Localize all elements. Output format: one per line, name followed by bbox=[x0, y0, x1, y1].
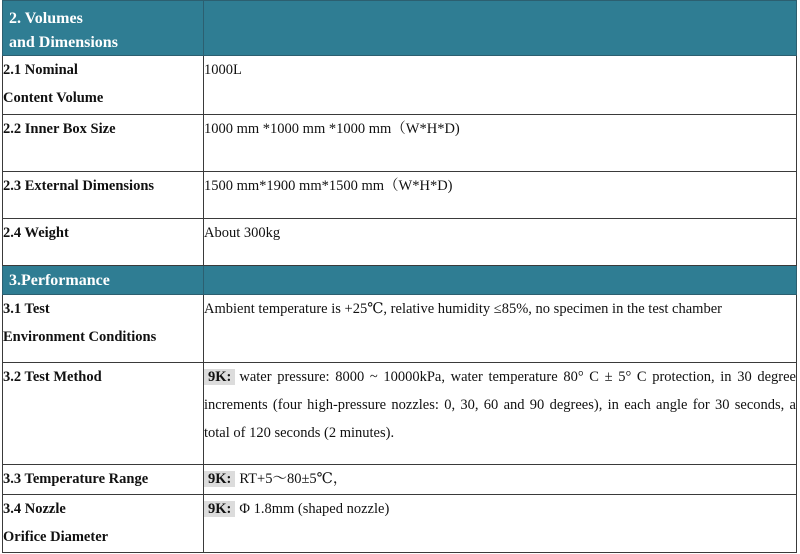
section-title-line1: 2. Volumes bbox=[9, 10, 83, 27]
table-row bbox=[3, 115, 797, 172]
row-value: About 300kg bbox=[204, 219, 797, 266]
model-tag: 9K: bbox=[204, 501, 235, 517]
row-label: 3.1 Test Environment Conditions bbox=[3, 295, 204, 363]
row-value: Ambient temperature is +25℃, relative humidity ≤85%, no specimen in the test chamber bbox=[204, 295, 797, 363]
spec-table bbox=[2, 0, 797, 553]
table-row bbox=[3, 363, 797, 465]
section-title-line2: and Dimensions bbox=[9, 34, 118, 51]
table-row bbox=[3, 219, 797, 266]
row-value: 9K: RT+5～80±5℃， bbox=[204, 465, 797, 495]
section-title: 3.Performance bbox=[3, 266, 204, 295]
section-title bbox=[3, 1, 204, 56]
section-header-volumes bbox=[3, 1, 797, 56]
row-label: 2.2 Inner Box Size bbox=[3, 115, 204, 172]
row-value: 9K: Φ 1.8mm (shaped nozzle) bbox=[204, 495, 797, 553]
row-label: 3.3 Temperature Range bbox=[3, 465, 204, 495]
row-label: 2.3 External Dimensions bbox=[3, 172, 204, 219]
row-value: 1000L bbox=[204, 56, 797, 115]
table-row bbox=[3, 172, 797, 219]
table-row bbox=[3, 495, 797, 553]
section-header-performance bbox=[3, 266, 797, 295]
row-label: 3.4 Nozzle Orifice Diameter bbox=[3, 495, 204, 553]
table-row bbox=[3, 465, 797, 495]
row-label: 3.2 Test Method bbox=[3, 363, 204, 465]
model-tag: 9K: bbox=[204, 471, 235, 487]
model-tag: 9K: bbox=[204, 369, 235, 385]
row-label: 2.1 Nominal Content Volume bbox=[3, 56, 204, 115]
row-value: 9K: water pressure: 8000 ~ 10000kPa, water temperature 80° C ± 5° C protection, in 30 degree increments (four high-pressure nozzles: 0, 30, 60 and 90 degrees), in each angle for 30 seconds, a total of 120 seconds (2 minutes). bbox=[204, 363, 797, 465]
row-label: 2.4 Weight bbox=[3, 219, 204, 266]
row-value: 1000 mm *1000 mm *1000 mm（W*H*D) bbox=[204, 115, 797, 172]
table-row bbox=[3, 56, 797, 115]
table-row bbox=[3, 295, 797, 363]
row-value: 1500 mm*1900 mm*1500 mm（W*H*D) bbox=[204, 172, 797, 219]
